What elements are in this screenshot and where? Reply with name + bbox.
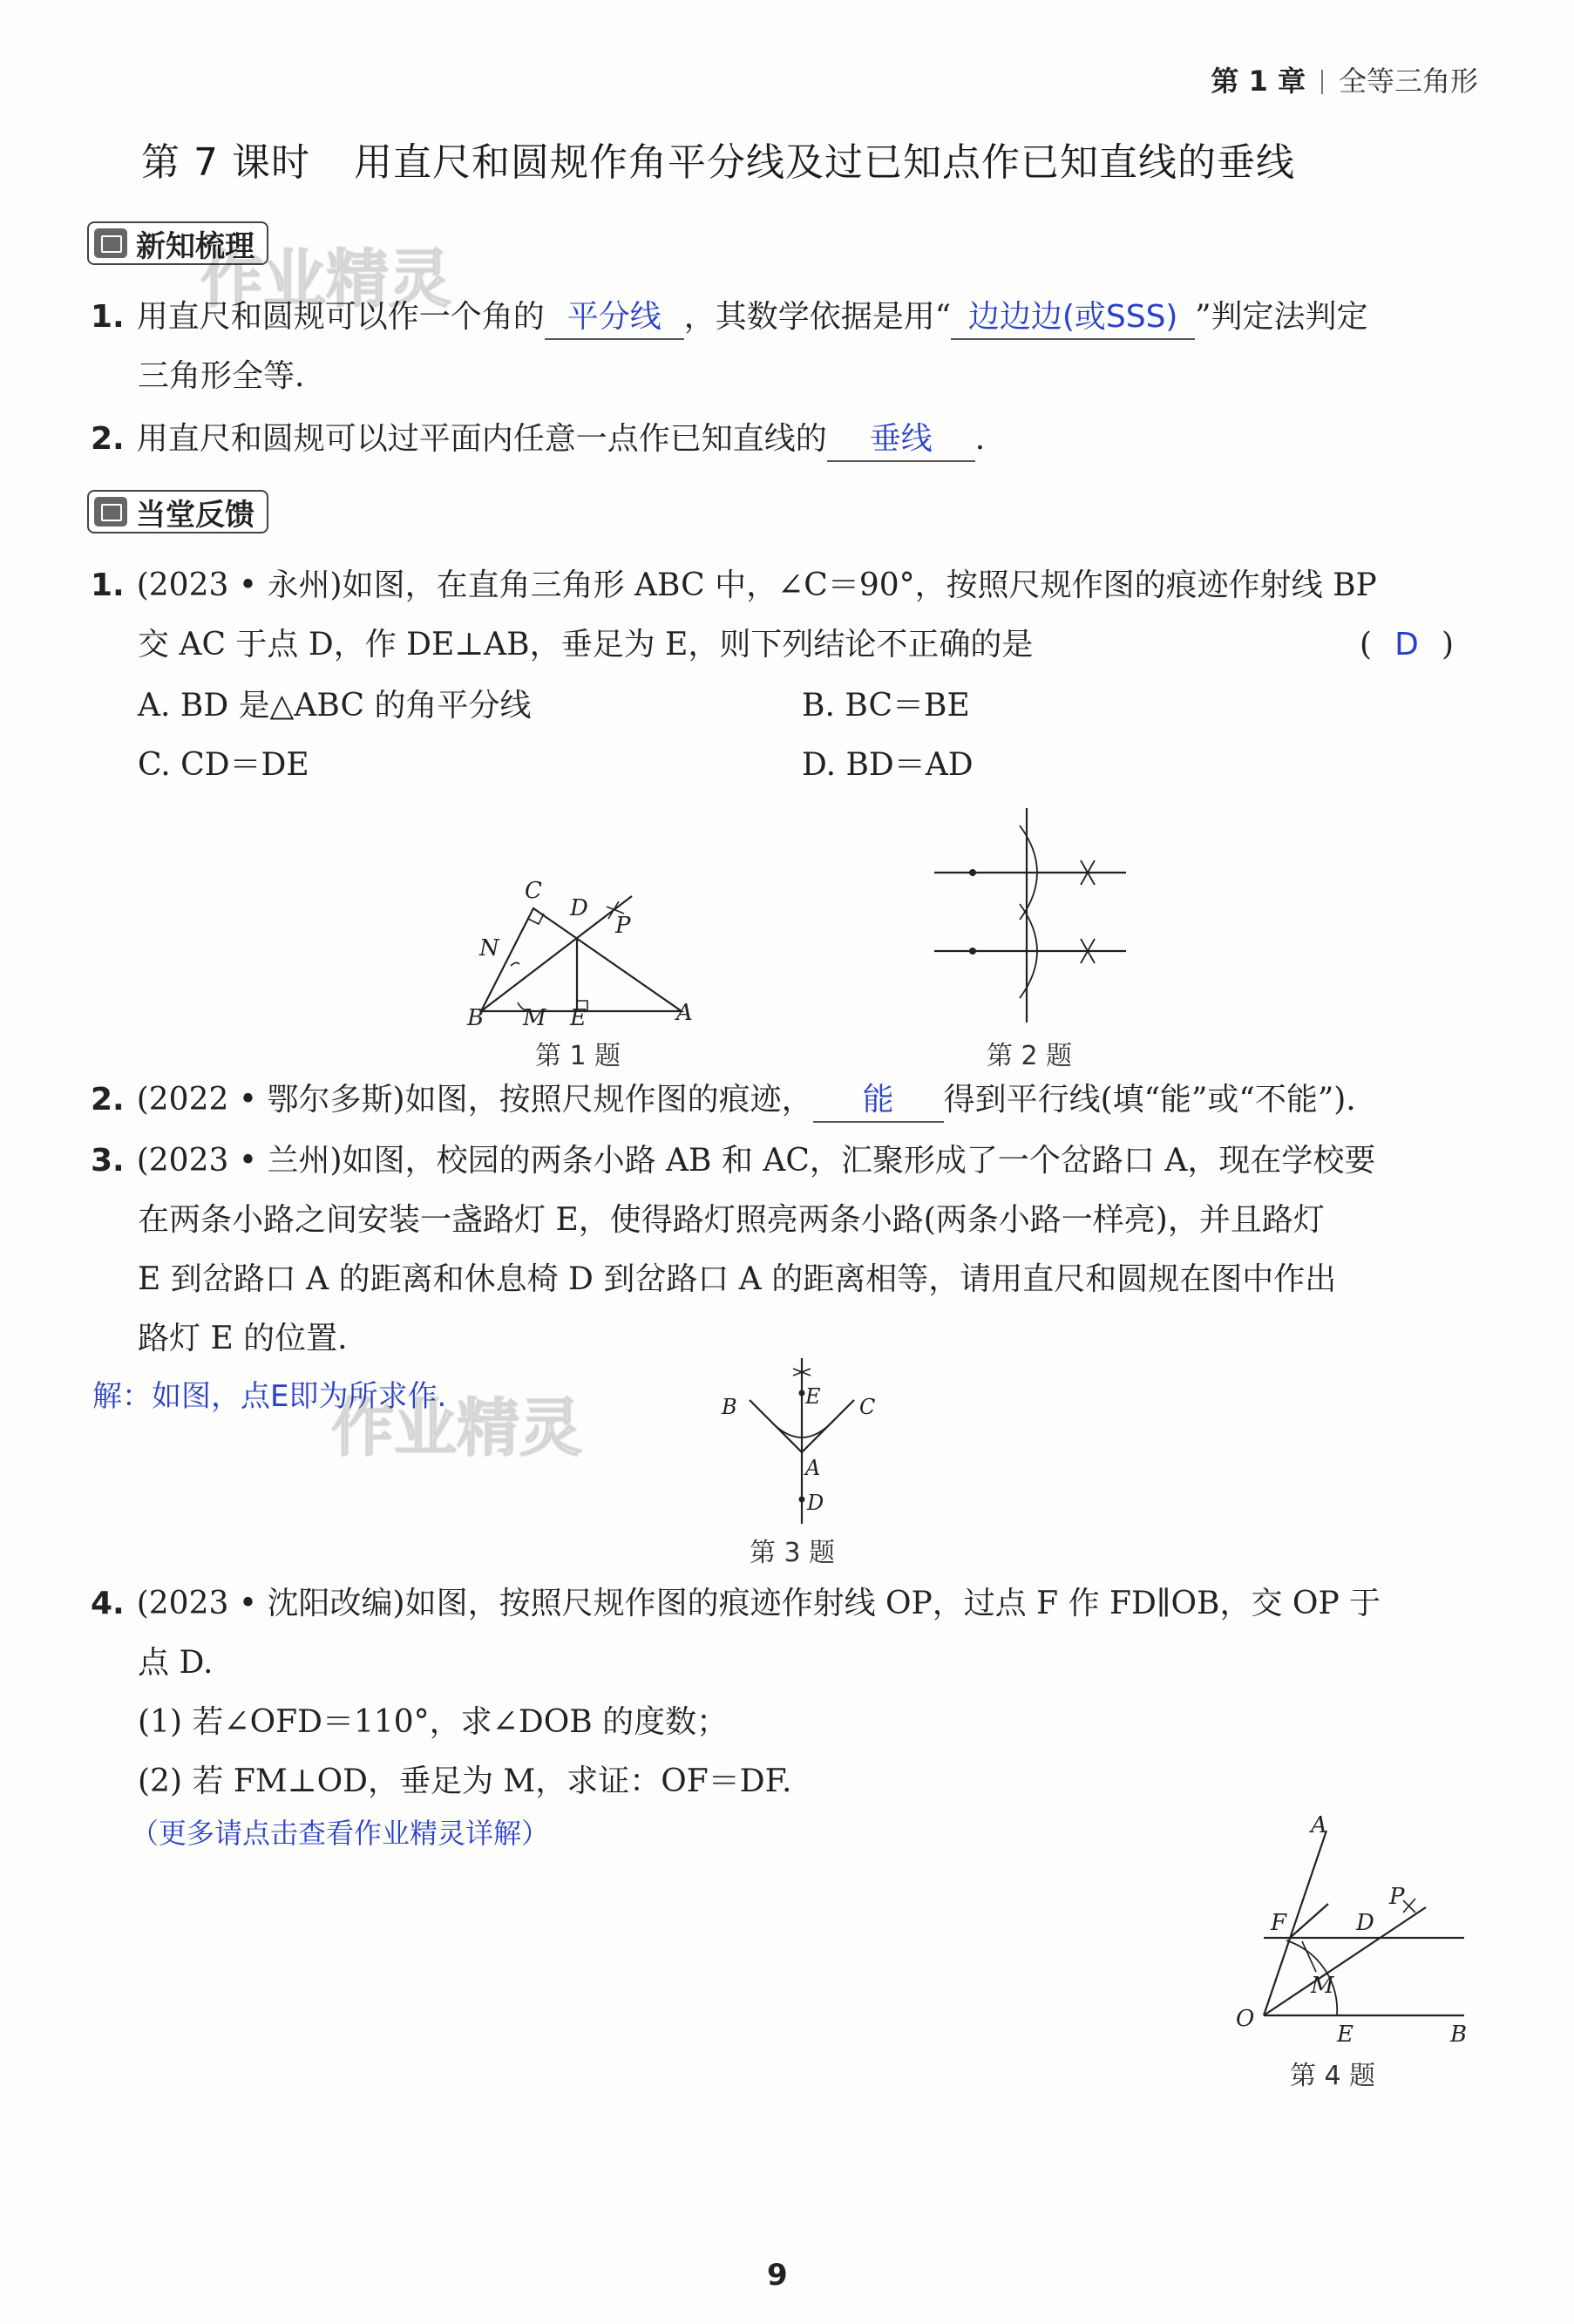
triangle-abc [481, 908, 682, 1011]
option-c: C. CD＝DE [138, 747, 309, 783]
ray-bp [481, 896, 632, 1011]
choice-answer: D [1394, 627, 1419, 663]
more-details-link[interactable]: （更多请点击查看作业精灵详解） [131, 1817, 550, 1850]
s2-question-4: 4. (2023 • 沈阳改编)如图，按照尺规作图的痕迹作射线 OP，过点 F 作 FD∥OB，交 OP 于 [91, 1586, 1381, 1621]
answer-blank: 边边边(或SSS) [951, 296, 1195, 340]
svg-text:C: C [525, 878, 542, 904]
option-d: D. BD＝AD [802, 747, 974, 783]
svg-text:D: D [1356, 1910, 1374, 1936]
svg-text:O: O [1236, 2006, 1255, 2032]
svg-text:C: C [859, 1395, 876, 1419]
figure-4-angle-construction [1229, 1813, 1473, 2049]
figure-2-caption: 第 2 题 [987, 1041, 1073, 1071]
s1-question-1: 1. 用直尺和圆规可以作一个角的 平分线 ，其数学依据是用“ 边边边(或SSS) ”判定法判定 [91, 296, 1368, 340]
s2-question-1-line2: 交 AC 于点 D，作 DE⊥AB，垂足为 E，则下列结论不正确的是 [138, 627, 1034, 663]
answer-blank: 平分线 [545, 296, 684, 340]
chapter-header [1211, 59, 1478, 99]
svg-text:M: M [1311, 1973, 1334, 1999]
book-icon [94, 228, 127, 258]
figure-2-parallel-lines [933, 806, 1133, 1024]
option-a: A. BD 是△ABC 的角平分线 [138, 688, 532, 724]
q4-part-2: (2) 若 FM⊥OD，垂足为 M，求证：OF＝DF. [138, 1763, 792, 1799]
svg-text:N: N [479, 935, 499, 962]
chapter-title: 全等三角形 [1338, 65, 1478, 98]
svg-text:B: B [1450, 2022, 1468, 2048]
answer-blank: 能 [813, 1079, 944, 1123]
svg-text:A: A [1311, 1813, 1327, 1838]
option-b: B. BC＝BE [802, 688, 970, 724]
chapter-number: 第 1 章 [1211, 65, 1306, 98]
svg-text:P: P [1389, 1884, 1405, 1910]
svg-text:D: D [807, 1491, 824, 1515]
svg-text:B: B [722, 1395, 737, 1419]
section-label: 当堂反馈 [136, 497, 254, 533]
q4-part-1: (1) 若∠OFD＝110°，求∠DOB 的度数； [138, 1704, 729, 1740]
svg-text:A: A [676, 1000, 693, 1026]
svg-text:B: B [467, 1005, 485, 1029]
lesson-title [141, 131, 1295, 187]
svg-text:F: F [1271, 1910, 1287, 1936]
figure-3-caption: 第 3 题 [750, 1538, 836, 1568]
lesson-topic: 用直尺和圆规作角平分线及过已知点作已知直线的垂线 [353, 140, 1295, 185]
svg-text:E: E [570, 1005, 587, 1029]
answer-blank: 垂线 [827, 418, 975, 462]
s1-question-1-cont: 三角形全等. [138, 358, 305, 394]
figure-1-caption: 第 1 题 [535, 1041, 621, 1071]
svg-text:M: M [523, 1005, 546, 1029]
svg-text:E: E [1337, 2022, 1354, 2048]
pencil-icon [94, 497, 127, 527]
s2-question-3: 3. (2023 • 兰州)如图，校园的两条小路 AB 和 AC，汇聚形成了一个岔路口 A，现在学校要 [91, 1143, 1376, 1179]
lesson-number: 第 7 课时 [141, 140, 310, 185]
figure-4-caption: 第 4 题 [1290, 2061, 1376, 2091]
section-classroom-feedback [87, 490, 268, 533]
s1-question-2: 2. 用直尺和圆规可以过平面内任意一点作已知直线的 垂线 . [91, 418, 985, 462]
watermark: 作业精灵 [331, 1391, 583, 1464]
svg-text:E: E [805, 1384, 821, 1409]
page-number: 9 [767, 2258, 788, 2293]
figure-3-road-junction [715, 1349, 889, 1532]
s2-question-2: 2. (2022 • 鄂尔多斯)如图，按照尺规作图的痕迹， 能 得到平行线(填“能”或“不能”). [91, 1079, 1356, 1123]
watermark: 作业精灵 [200, 242, 452, 316]
q3-solution: 解：如图，点E即为所求作. [92, 1379, 447, 1414]
header-divider [1321, 70, 1323, 94]
section-label: 新知梳理 [136, 228, 254, 264]
svg-text:D: D [570, 895, 588, 921]
answer-paren: ( D ) [1360, 624, 1454, 666]
svg-text:A: A [805, 1456, 821, 1480]
s2-question-1: 1. (2023 • 永州)如图，在直角三角形 ABC 中，∠C＝90°，按照尺规作图的痕迹作射线 BP [91, 567, 1377, 603]
figure-1-triangle [453, 863, 715, 1029]
svg-text:P: P [615, 913, 631, 939]
